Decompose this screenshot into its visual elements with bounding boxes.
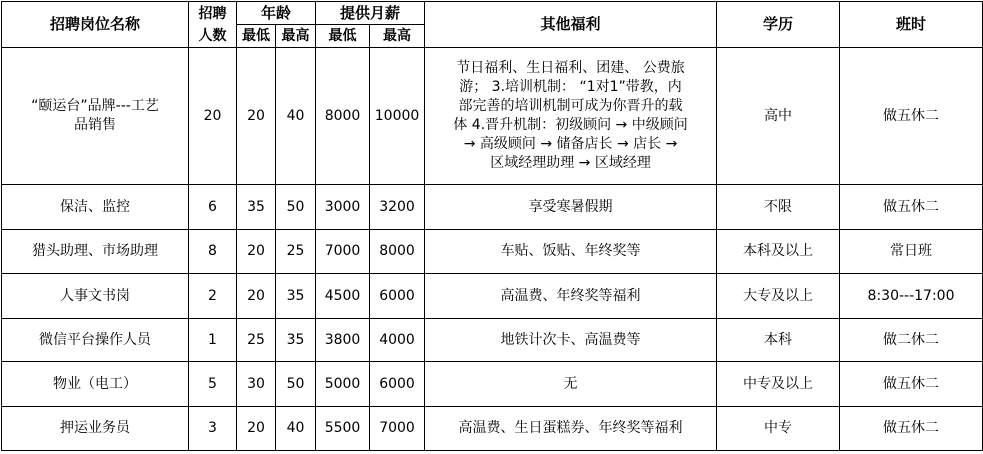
cell-age-min: 35 <box>237 185 276 230</box>
cell-benefits: 享受寒暑假期 <box>425 185 717 230</box>
recruitment-table <box>1 1 983 451</box>
table-row <box>2 274 983 319</box>
header-education: 学历 <box>717 2 840 48</box>
cell-education: 本科及以上 <box>717 230 840 274</box>
cell-shift: 做五休二 <box>840 48 983 185</box>
cell-age-max: 25 <box>276 230 316 274</box>
cell-age-min: 30 <box>237 362 276 407</box>
cell-benefits: 无 <box>425 362 717 407</box>
table-row <box>2 407 983 451</box>
cell-age-max: 50 <box>276 185 316 230</box>
cell-shift: 8:30---17:00 <box>840 274 983 319</box>
cell-age-max: 40 <box>276 48 316 185</box>
cell-salary-max: 6000 <box>370 274 425 319</box>
header-age-min: 最低 <box>237 25 276 48</box>
cell-education: 中专 <box>717 407 840 451</box>
cell-education: 本科 <box>717 319 840 362</box>
cell-benefits-line: 体 4.晋升机制：初级顾问 → 中级顾问 <box>453 117 688 133</box>
table-row <box>2 230 983 274</box>
cell-headcount: 3 <box>189 407 237 451</box>
cell-age-min: 25 <box>237 319 276 362</box>
cell-benefits-line: 节日福利、生日福利、团建、 公费旅 <box>456 60 685 76</box>
cell-benefits-line: 游； 3.培训机制： “1对1”带教，内 <box>459 79 682 95</box>
cell-salary-min: 4500 <box>316 274 370 319</box>
cell-salary-max: 4000 <box>370 319 425 362</box>
header-salary-min: 最低 <box>316 25 370 48</box>
cell-education: 不限 <box>717 185 840 230</box>
header-salary: 提供月薪 <box>316 2 425 25</box>
cell-benefits: 高温费、年终奖等福利 <box>425 274 717 319</box>
header-headcount <box>189 2 237 48</box>
cell-shift: 做二休二 <box>840 319 983 362</box>
cell-benefits-line: → 高级顾问 → 储备店长 → 店长 → <box>463 136 678 152</box>
cell-salary-max: 3200 <box>370 185 425 230</box>
table-row <box>2 319 983 362</box>
cell-salary-min: 5500 <box>316 407 370 451</box>
cell-salary-min: 5000 <box>316 362 370 407</box>
cell-salary-max: 6000 <box>370 362 425 407</box>
cell-benefits-line: 部完善的培训机制可成为你晋升的载 <box>458 98 683 114</box>
cell-age-min: 20 <box>237 407 276 451</box>
header-position: 招聘岗位名称 <box>2 2 189 48</box>
cell-salary-max: 10000 <box>370 48 425 185</box>
cell-salary-min: 7000 <box>316 230 370 274</box>
table-row <box>2 48 983 185</box>
table-row <box>2 362 983 407</box>
cell-shift: 做五休二 <box>840 185 983 230</box>
cell-headcount: 20 <box>189 48 237 185</box>
cell-benefits <box>425 48 717 185</box>
cell-position: 押运业务员 <box>2 407 189 451</box>
cell-benefits: 高温费、生日蛋糕券、年终奖等福利 <box>425 407 717 451</box>
cell-age-max: 50 <box>276 362 316 407</box>
cell-position: 微信平台操作人员 <box>2 319 189 362</box>
header-headcount-line1: 招聘 <box>198 5 227 22</box>
cell-shift: 常日班 <box>840 230 983 274</box>
cell-benefits: 车贴、饭贴、年终奖等 <box>425 230 717 274</box>
cell-age-max: 35 <box>276 319 316 362</box>
recruitment-table-wrapper <box>1 1 983 451</box>
cell-salary-min: 3800 <box>316 319 370 362</box>
cell-headcount: 5 <box>189 362 237 407</box>
header-shift: 班时 <box>840 2 983 48</box>
cell-position: 物业（电工） <box>2 362 189 407</box>
cell-education: 高中 <box>717 48 840 185</box>
table-row <box>2 185 983 230</box>
cell-position-line: 品销售 <box>74 117 116 133</box>
cell-age-min: 20 <box>237 230 276 274</box>
header-row-top <box>2 2 983 25</box>
cell-salary-min: 8000 <box>316 48 370 185</box>
cell-position-line: “颐运台”品牌---工艺 <box>31 98 159 114</box>
header-salary-max: 最高 <box>370 25 425 48</box>
header-headcount-line2: 人数 <box>198 27 227 44</box>
cell-position <box>2 48 189 185</box>
cell-age-min: 20 <box>237 274 276 319</box>
cell-shift: 做五休二 <box>840 362 983 407</box>
cell-benefits-line: 区域经理助理 → 区域经理 <box>490 155 651 171</box>
cell-headcount: 8 <box>189 230 237 274</box>
cell-salary-max: 7000 <box>370 407 425 451</box>
cell-benefits: 地铁计次卡、高温费等 <box>425 319 717 362</box>
cell-headcount: 2 <box>189 274 237 319</box>
cell-age-max: 40 <box>276 407 316 451</box>
header-age: 年龄 <box>237 2 316 25</box>
cell-age-max: 35 <box>276 274 316 319</box>
cell-age-min: 20 <box>237 48 276 185</box>
cell-salary-max: 8000 <box>370 230 425 274</box>
cell-position: 保洁、监控 <box>2 185 189 230</box>
cell-headcount: 1 <box>189 319 237 362</box>
cell-education: 大专及以上 <box>717 274 840 319</box>
cell-position: 人事文书岗 <box>2 274 189 319</box>
cell-shift: 做五休二 <box>840 407 983 451</box>
header-benefits: 其他福利 <box>425 2 717 48</box>
cell-position: 猎头助理、市场助理 <box>2 230 189 274</box>
cell-education: 中专及以上 <box>717 362 840 407</box>
cell-headcount: 6 <box>189 185 237 230</box>
header-age-max: 最高 <box>276 25 316 48</box>
cell-salary-min: 3000 <box>316 185 370 230</box>
